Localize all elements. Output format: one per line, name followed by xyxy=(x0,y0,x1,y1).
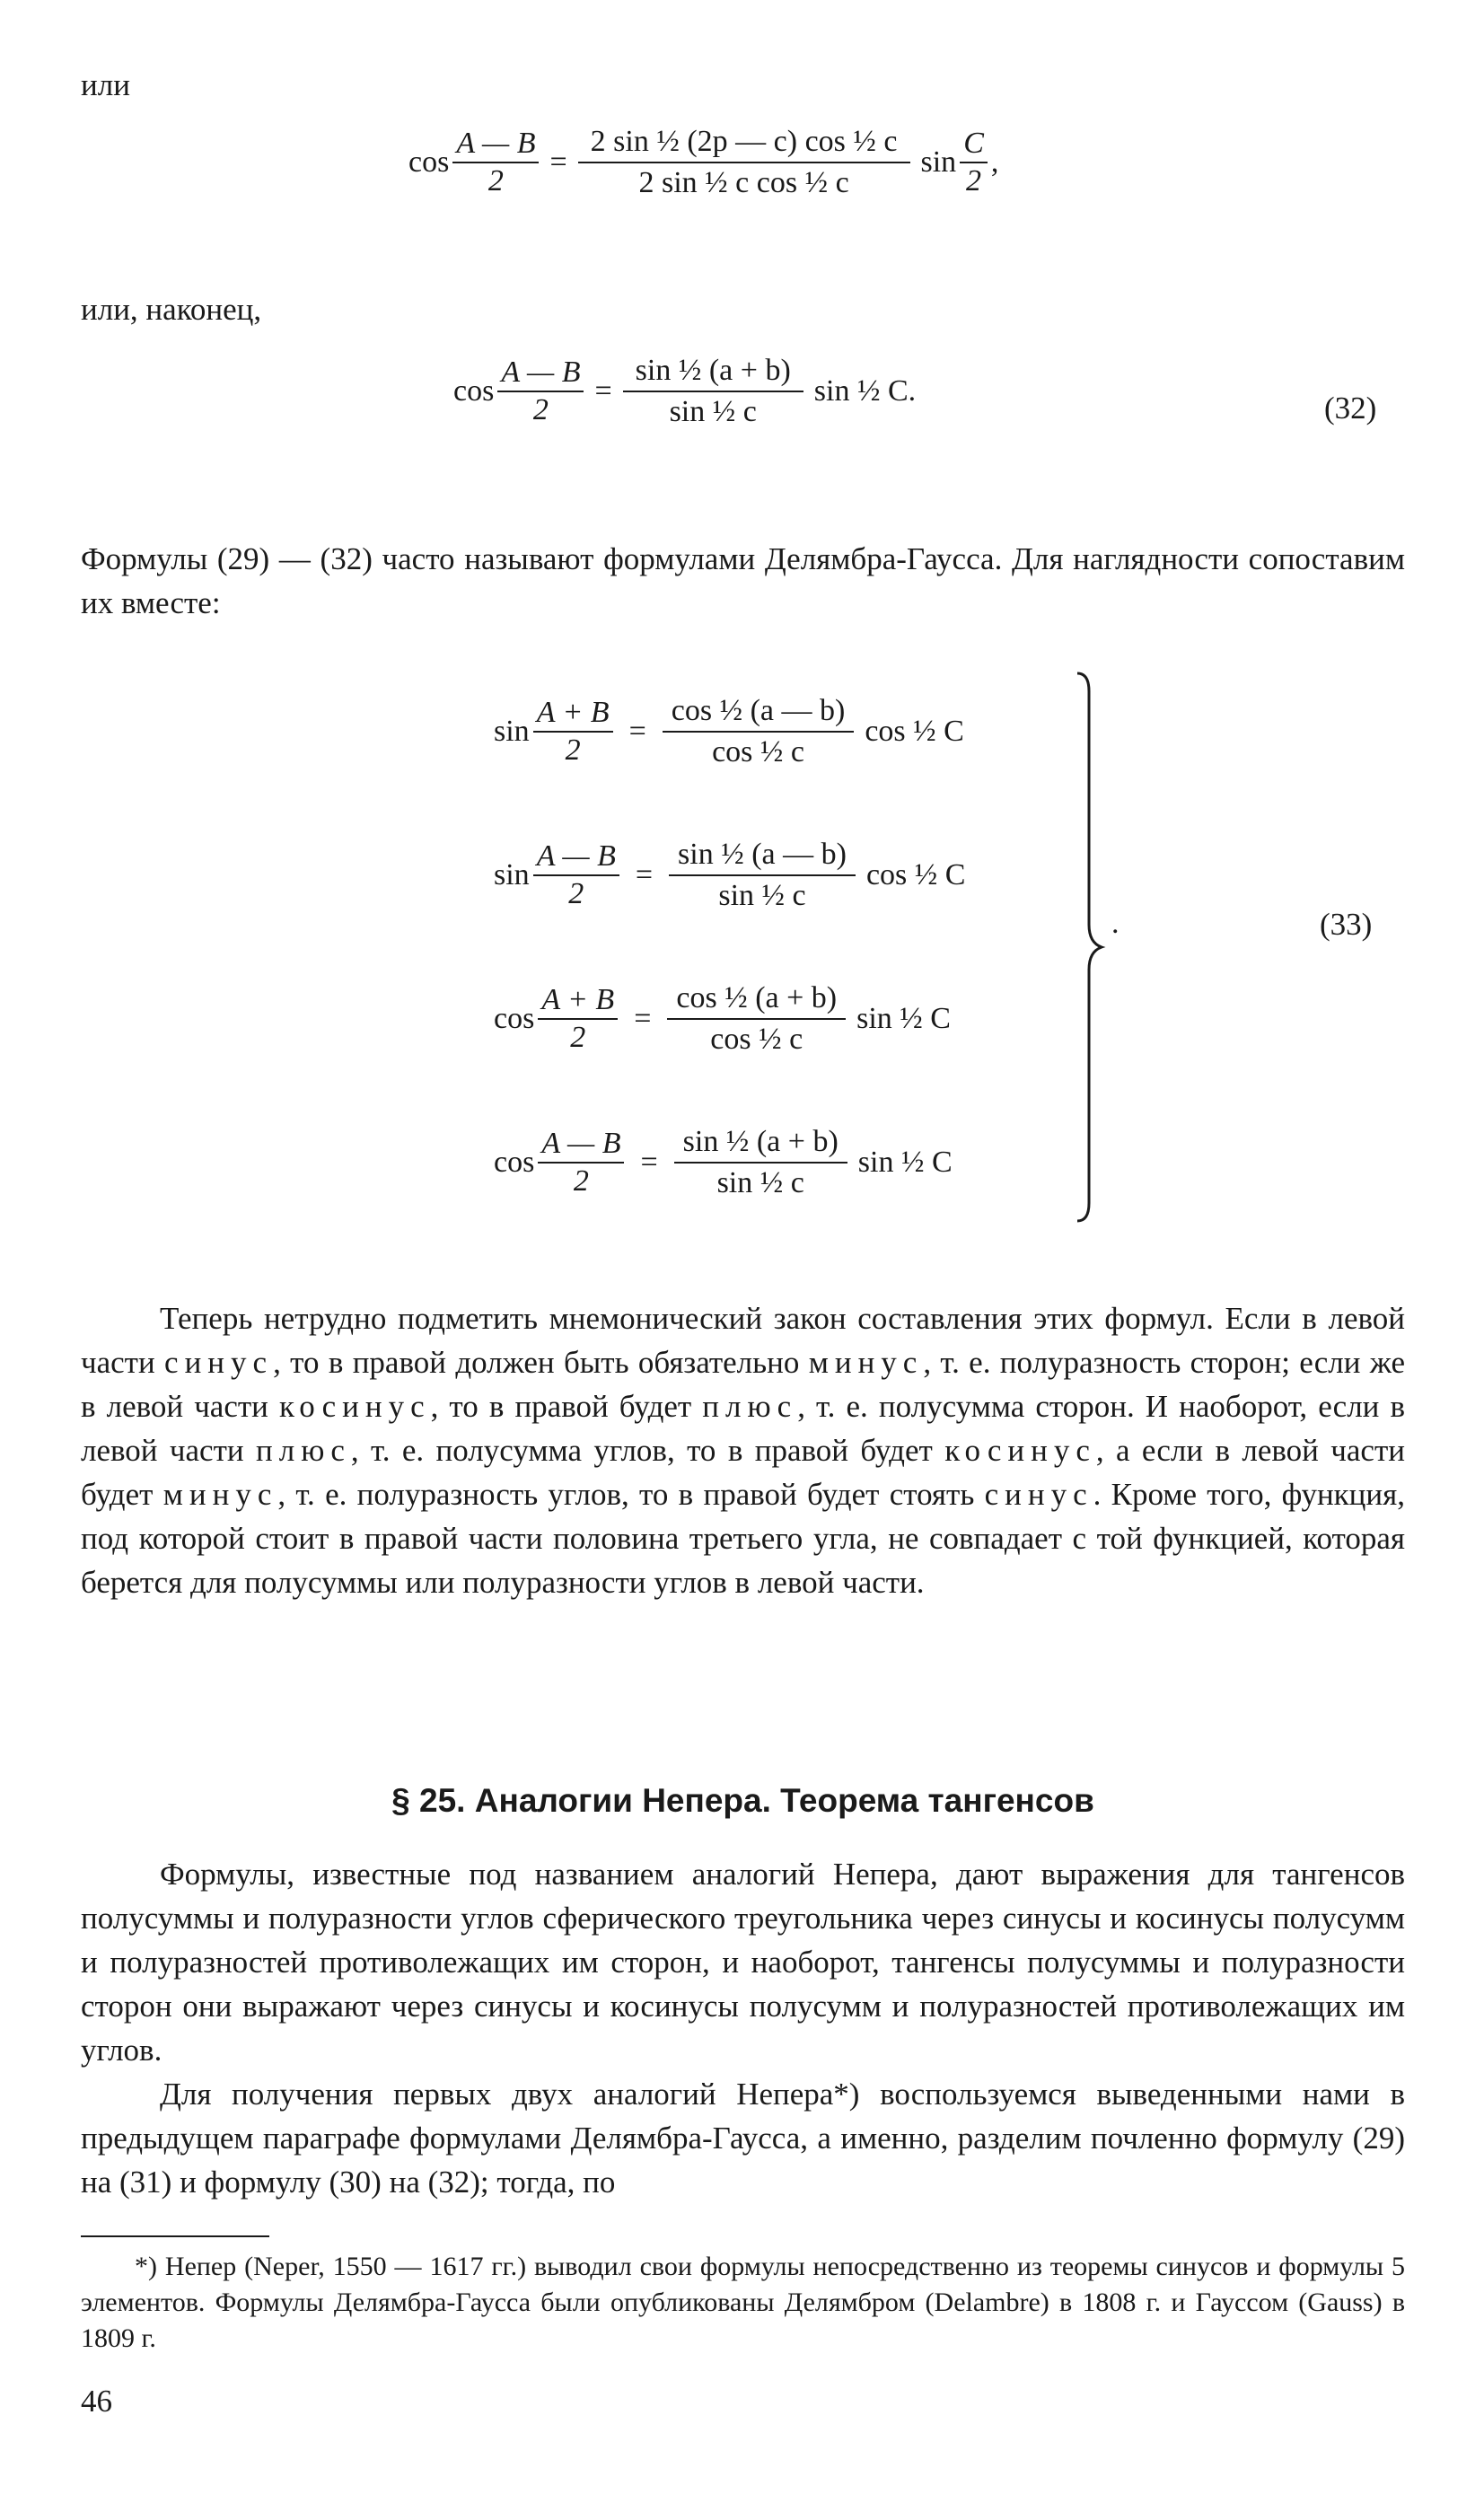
fn-sin: sin xyxy=(920,145,957,179)
emph-word: минус xyxy=(808,1345,924,1380)
section-heading: § 25. Аналогии Непера. Теорема тангенсов xyxy=(391,1782,1094,1819)
main-fraction xyxy=(663,695,855,768)
fn-cos: cos xyxy=(453,373,495,408)
tail-denominator: 2 xyxy=(966,163,982,198)
main-numerator: cos ½ (a — b) xyxy=(663,695,855,733)
main-numerator: sin ½ (a + b) xyxy=(623,355,803,392)
paragraph-formulas-delambre-gauss: Формулы (29) — (32) часто называют формулами Делямбра-Гаусса. Для наглядности сопоставим их вместе: xyxy=(81,541,1405,620)
fn: sin xyxy=(494,858,530,891)
word-ili: или xyxy=(81,67,130,102)
text: , т. е. полуразность сторон; если же в левой части xyxy=(81,1345,1406,1424)
footnote: *) Непер (Neper, 1550 — 1617 гг.) выводил свои формулы непосредственно из теоремы синусов и формулы 5 элементов. Формулы Делямбра-Гаусса были опубликованы Делямбром (Delambre) в 1808 г. и Гауссом (Gauss) в 1809 г. xyxy=(81,2252,1405,2353)
main-numerator: sin ½ (a + b) xyxy=(674,1126,847,1164)
emph-word: синус xyxy=(984,1477,1093,1512)
lhs-denominator: 2 xyxy=(570,1021,586,1054)
equation-32 xyxy=(453,355,916,427)
lhs-fraction xyxy=(497,356,584,426)
text: , то в правой должен быть обязательно xyxy=(273,1345,809,1380)
tail-numerator: C xyxy=(960,127,988,163)
main-denominator: cos ½ c xyxy=(710,1023,803,1056)
system-row-3 xyxy=(494,947,1032,1091)
main-fraction xyxy=(669,839,856,911)
lhs-denominator: 2 xyxy=(487,163,504,198)
lhs-denominator: 2 xyxy=(565,733,581,767)
emph-word: косинус xyxy=(278,1389,431,1424)
equation-cos-half-diff-a xyxy=(408,126,998,198)
text: , т. е. полусумма сторон. И наоборот, если в левой части xyxy=(81,1389,1405,1468)
lhs-fraction xyxy=(452,127,539,197)
page-number: 46 xyxy=(81,2384,112,2419)
tail-factor: sin ½ C. xyxy=(813,373,917,408)
lhs-numerator: A + B xyxy=(533,697,613,733)
fn: sin xyxy=(494,715,530,748)
main-denominator: sin ½ c xyxy=(718,879,806,912)
emph-word: плюс xyxy=(256,1433,351,1468)
paragraph-mnemonic-rule xyxy=(81,1296,1405,1604)
tail-fraction xyxy=(960,127,988,197)
lhs-fraction xyxy=(538,984,618,1053)
fn: cos xyxy=(494,1002,535,1035)
text: Теперь нетрудно подметить мнемонический закон составления этих формул. Если в левой части xyxy=(81,1301,1405,1380)
main-denominator: 2 sin ½ c cos ½ c xyxy=(638,165,849,199)
emph-word: синус xyxy=(164,1345,274,1380)
text: , а если в левой части будет xyxy=(81,1433,1405,1512)
main-fraction xyxy=(623,355,803,427)
paragraph-first-two-analogies: Для получения первых двух аналогий Непера*) воспользуемся выведенными нами в предыдущем параграфе формулами Делямбра-Гаусса, а именно, разделим почленно формулу (29) на (31) и формулу (30) на (32); тогда, по xyxy=(81,2077,1405,2200)
lhs-fraction xyxy=(538,1128,624,1197)
main-fraction xyxy=(674,1126,847,1199)
equals-sign: = xyxy=(635,858,654,891)
system-row-4 xyxy=(494,1091,1032,1234)
emph-word: косинус xyxy=(944,1433,1096,1468)
lhs-numerator: A — B xyxy=(452,127,539,163)
lhs-denominator: 2 xyxy=(532,392,549,426)
equation-number-33: (33) xyxy=(1320,907,1373,942)
right-brace xyxy=(1073,669,1109,1225)
equals-sign: = xyxy=(640,1146,658,1179)
equals-sign: = xyxy=(628,715,646,748)
paragraph-neper-analogies: Формулы, известные под названием аналогий Непера, дают выражения для тангенсов полусуммы и полуразности углов сферического треугольника через синусы и косинусы полусумм и полуразностей противолежащих им сторон, и наоборот, тангенсы полусуммы и полуразности сторон они выражают через синусы и косинусы полусумм и полуразностей противолежащих им углов. xyxy=(81,1857,1405,2068)
lhs-fraction xyxy=(533,697,613,766)
tail-factor: sin ½ C xyxy=(856,1002,951,1035)
main-numerator: 2 sin ½ (2p — c) cos ½ c xyxy=(578,126,910,163)
main-fraction xyxy=(667,982,846,1055)
main-fraction xyxy=(578,126,910,198)
system-row-2 xyxy=(494,804,1032,947)
emph-word: плюс xyxy=(702,1389,798,1424)
equals-sign: = xyxy=(594,373,612,408)
text: . Кроме того, функция, под которой стоит в правой части половина третьего угла, не совпадает с той функцией, которая берется для полусуммы или полуразности углов в левой части. xyxy=(81,1477,1405,1600)
word-ili-nakonets: или, наконец, xyxy=(81,292,262,327)
text: , то в правой будет xyxy=(430,1389,703,1424)
lhs-numerator: A + B xyxy=(538,984,618,1020)
lhs-numerator: A — B xyxy=(497,356,584,392)
lhs-denominator: 2 xyxy=(568,877,584,910)
lhs-fraction xyxy=(533,840,619,909)
footnote-rule xyxy=(81,2235,269,2237)
equation-system-33 xyxy=(494,660,1032,1234)
emph-word: минус xyxy=(162,1477,278,1512)
tail-factor: cos ½ C xyxy=(865,715,964,748)
system-row-1 xyxy=(494,660,1032,804)
fn-cos: cos xyxy=(408,145,450,179)
equals-sign: = xyxy=(634,1002,652,1035)
lhs-numerator: A — B xyxy=(538,1128,624,1164)
fn: cos xyxy=(494,1146,535,1179)
comma: , xyxy=(990,145,999,179)
tail-factor: cos ½ C xyxy=(865,858,966,891)
text: , т. е. полуразность углов, то в правой будет стоять xyxy=(277,1477,985,1512)
main-denominator: sin ½ c xyxy=(669,394,757,428)
main-numerator: sin ½ (a — b) xyxy=(669,839,856,876)
lhs-numerator: A — B xyxy=(533,840,619,876)
main-denominator: sin ½ c xyxy=(716,1166,804,1199)
equation-number-32: (32) xyxy=(1324,391,1377,426)
equals-sign: = xyxy=(549,145,567,179)
main-numerator: cos ½ (a + b) xyxy=(667,982,846,1020)
text: , т. е. полусумма углов, то в правой будет xyxy=(350,1433,945,1468)
brace-dot: . xyxy=(1111,907,1120,940)
lhs-denominator: 2 xyxy=(573,1164,589,1198)
main-denominator: cos ½ c xyxy=(712,735,804,768)
tail-factor: sin ½ C xyxy=(857,1146,953,1179)
